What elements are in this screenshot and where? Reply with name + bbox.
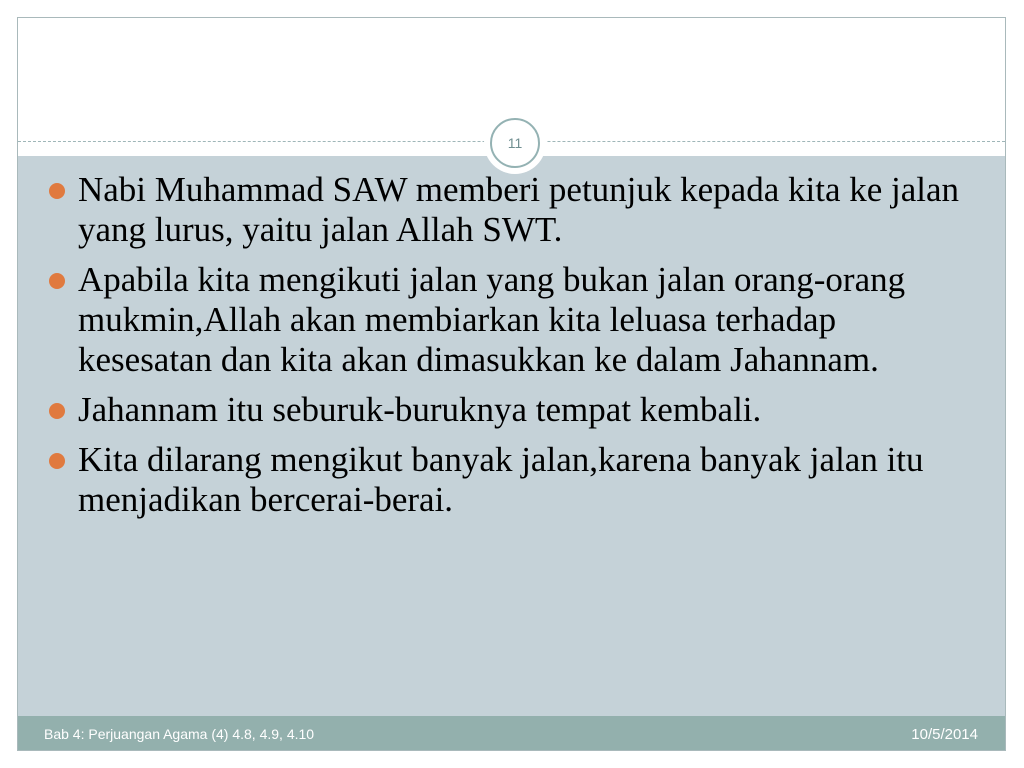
bullet-text: Nabi Muhammad SAW memberi petunjuk kepada kita ke jalan yang lurus, yaitu jalan Allah SWT. bbox=[78, 170, 960, 249]
footer-date: 10/5/2014 bbox=[911, 726, 978, 743]
page-number: 11 bbox=[490, 118, 540, 168]
bullet-list bbox=[48, 170, 978, 530]
bullet-text: Jahannam itu seburuk-buruknya tempat kembali. bbox=[78, 390, 762, 429]
bullet-dot-icon bbox=[49, 403, 65, 419]
bullet-item bbox=[48, 260, 978, 380]
bullet-item bbox=[48, 170, 978, 250]
bullet-item bbox=[48, 390, 978, 430]
bullet-item bbox=[48, 440, 978, 520]
footer-chapter-label: Bab 4: Perjuangan Agama (4) 4.8, 4.9, 4.10 bbox=[44, 726, 315, 742]
bullet-dot-icon bbox=[49, 273, 65, 289]
bullet-text: Kita dilarang mengikut banyak jalan,karena banyak jalan itu menjadikan bercerai-berai. bbox=[78, 440, 924, 519]
bullet-dot-icon bbox=[49, 453, 65, 469]
bullet-text: Apabila kita mengikuti jalan yang bukan jalan orang-orang mukmin,Allah akan membiarkan kita leluasa terhadap kesesatan dan kita akan dimasukkan ke dalam Jahannam. bbox=[78, 260, 906, 379]
bullet-dot-icon bbox=[49, 183, 65, 199]
